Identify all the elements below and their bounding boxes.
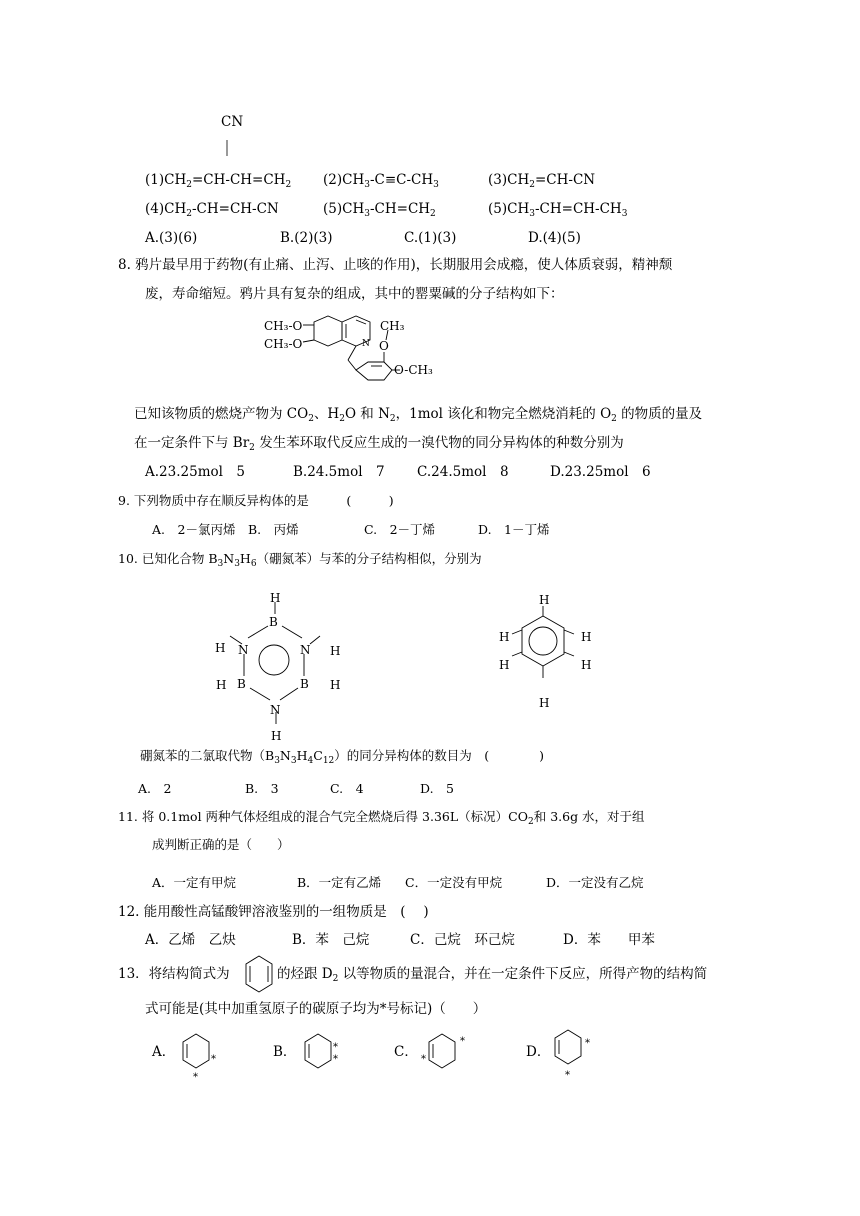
q8-line1: 8. 鸦片最早用于药物(有止痛、止泻、止咳的作用)，长期服用会成瘾，使人体质衰弱，精神颓	[118, 257, 673, 273]
q9-answer-d: D. 1－丁烯	[478, 522, 550, 537]
q13-label-d: D．	[526, 1044, 551, 1060]
q10-question: 硼氮苯的二氯取代物$(B_3N_3H_4C_{12})$的同分异构体的数目为 ( )	[140, 748, 545, 766]
cn-label: CN	[221, 114, 244, 130]
q13-label-c: C．	[394, 1044, 418, 1060]
star-c2: *	[421, 1054, 426, 1065]
q12-answer-a: A．乙烯 乙炔	[145, 932, 236, 948]
benzene-h-ul: H	[499, 630, 510, 644]
benzene-h-lr: H	[581, 658, 592, 672]
star-b2: *	[333, 1054, 338, 1065]
q9-answer-c: C. 2－丁烯	[364, 522, 436, 537]
benzene-h-ur: H	[581, 630, 592, 644]
q8-line2: 废，寿命缩短。鸦片具有复杂的组成，其中的罂粟碱的分子结构如下：	[145, 286, 564, 302]
q7-answer-a: A.(3)(6)	[145, 230, 198, 246]
q11-answer-a: A．一定有甲烷	[152, 875, 237, 890]
h-top: H	[270, 591, 281, 605]
o-atom-label: O	[379, 339, 389, 353]
q7-option-1: $(1)CH_2=CH-CH=CH_2$	[145, 172, 292, 190]
q11-line2: 成判断正确的是（ ）	[152, 837, 290, 852]
q7-option-5: $(5)CH_3-CH=CH_2$	[323, 201, 436, 219]
ome-label-2: CH₃-O	[264, 337, 303, 351]
q11-line1: 11. 将 0.1mol 两种气体烃组成的混合气完全燃烧后得 3.36L（标况）$CO_2$和 3.6g 水，对于组	[118, 809, 645, 827]
ome-label-3: O-CH₃	[394, 363, 433, 377]
q13-line1-rest: 的烃跟 $D_2$ 以等物质的量混合，并在一定条件下反应，所得产物的结构简	[277, 966, 708, 984]
q13-line1-start: 13．将结构简式为	[118, 966, 230, 982]
star-a1: *	[211, 1054, 216, 1065]
q10-stem: 10. 已知化合物 $B_3N_3H_6$（硼氮苯）与苯的分子结构相似，分别为	[118, 551, 482, 569]
q7-answer-c: C.(1)(3)	[404, 230, 457, 246]
n-bottom: N	[270, 703, 281, 717]
h-lower-right: H	[330, 678, 341, 692]
benzene-h-ll: H	[499, 658, 510, 672]
q13-option-a-structure	[176, 1030, 226, 1083]
star-d2: *	[565, 1070, 570, 1081]
ome-label-1: CH₃-O	[264, 319, 303, 333]
q12-stem: 12. 能用酸性高锰酸钾溶液鉴别的一组物质是 ( )	[118, 904, 429, 920]
benzene-h-top: H	[539, 593, 550, 607]
q13-label-a: A．	[152, 1044, 176, 1060]
star-d1: *	[585, 1038, 590, 1049]
q13-option-c-structure	[418, 1030, 468, 1080]
b-right: B	[300, 677, 309, 691]
q8-answer-d: D.23.25mol 6	[550, 464, 651, 480]
q9-answer-a: A. 2－氯丙烯	[152, 522, 236, 537]
q13-label-b: B．	[273, 1044, 297, 1060]
q7-option-2: $(2)CH_3-C\equiv C-CH_3$	[323, 172, 439, 190]
q7-option-4: $(4)CH_2-CH=CH-CN$	[145, 201, 279, 219]
q10-answer-d: D. 5	[420, 781, 455, 796]
n-left: N	[238, 643, 249, 657]
q7-answer-b: B.(2)(3)	[280, 230, 333, 246]
ch3-label: CH₃	[380, 319, 405, 333]
q7-answer-d: D.(4)(5)	[528, 230, 581, 246]
benzene-structure	[494, 592, 604, 712]
q8-answer-b: B.24.5mol 7	[293, 464, 385, 480]
star-b1: *	[333, 1042, 338, 1053]
star-c1: *	[460, 1036, 465, 1047]
q12-answer-c: C．己烷 环己烷	[410, 932, 515, 948]
q11-answer-b: B．一定有乙烯	[297, 875, 382, 890]
q8-line3: 已知该物质的燃烧产物为 $CO_2$、$H_2O$ 和 $N_2$，1mol 该化和物完全燃烧消耗的 $O_2$ 的物质的量及	[134, 406, 703, 424]
h-right: H	[330, 644, 341, 658]
q10-answer-c: C. 4	[330, 781, 364, 796]
b-top: B	[269, 615, 278, 629]
h-lower-left: H	[216, 678, 227, 692]
q8-line4: 在一定条件下与 $Br_2$ 发生苯环取代反应生成的一溴代物的同分异构体的种数分别为	[134, 435, 624, 453]
q13-line2: 式可能是(其中加重氢原子的碳原子均为*号标记)（ ）	[145, 1001, 487, 1017]
h-bottom: H	[271, 729, 282, 743]
q10-answer-a: A. 2	[138, 781, 172, 796]
q9-stem: 9. 下列物质中存在顺反异构体的是 ( )	[118, 493, 394, 508]
q11-answer-d: D．一定没有乙烷	[546, 875, 644, 890]
q13-option-b-structure	[298, 1030, 348, 1080]
q8-answer-c: C.24.5mol 8	[417, 464, 509, 480]
b-left: B	[237, 677, 246, 691]
q11-answer-c: C．一定没有甲烷	[405, 875, 503, 890]
q10-answer-b: B. 3	[245, 781, 279, 796]
q13-option-d-structure	[548, 1026, 598, 1080]
borazine-structure	[210, 588, 350, 748]
benzene-h-bottom: H	[539, 696, 550, 710]
q8-answer-a: A.23.25mol 5	[145, 464, 246, 480]
papaverine-structure	[262, 312, 442, 384]
q9-answer-b: B. 丙烯	[248, 522, 299, 537]
q7-option-6: $(5)CH_3-CH=CH-CH_3$	[488, 201, 628, 219]
q12-answer-d: D．苯 甲苯	[563, 932, 655, 948]
diene-ring-icon	[244, 954, 274, 996]
q12-answer-b: B．苯 己烷	[292, 932, 370, 948]
n-atom-label: N	[362, 339, 370, 349]
q7-option-3: $(3)CH_2=CH-CN$	[488, 172, 596, 190]
cn-bond-line	[226, 140, 230, 158]
star-a2: *	[193, 1072, 198, 1083]
n-right: N	[300, 643, 311, 657]
h-left: H	[215, 641, 226, 655]
